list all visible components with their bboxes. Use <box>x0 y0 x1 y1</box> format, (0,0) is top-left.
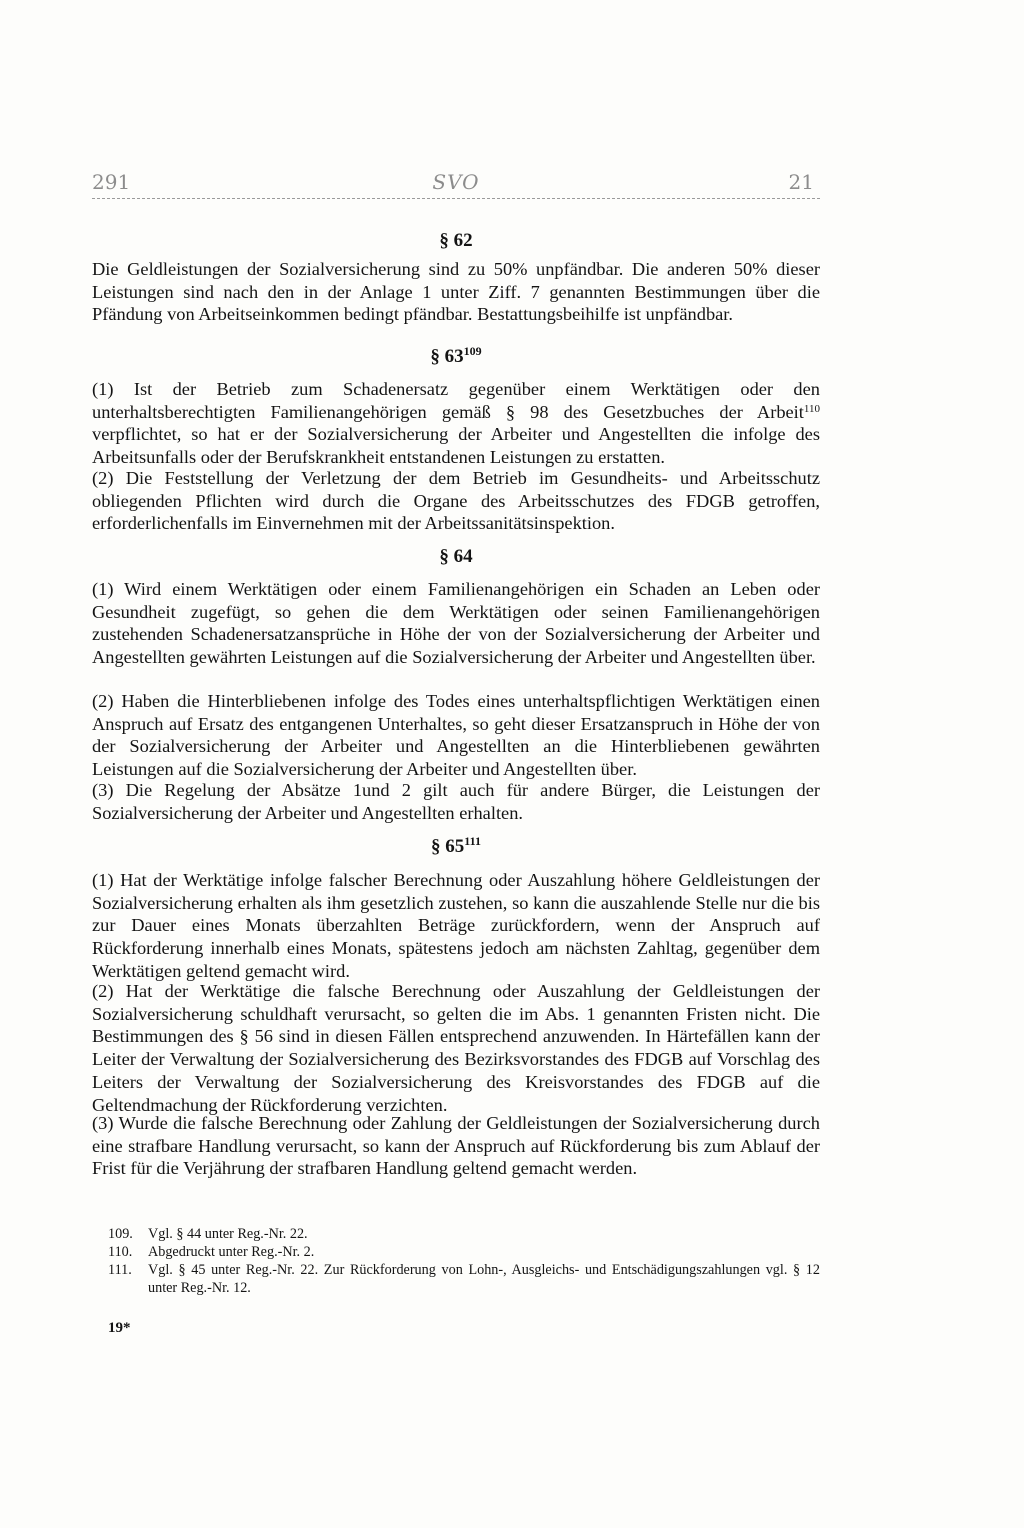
section-heading-63: § $63^{109}$ <box>430 344 482 367</box>
section-64-paragraph-2: (2) Haben die Hinterbliebenen infolge des Todes eines unterhaltspflichtigen Werktätigen einen Anspruch auf Ersatz des entgangenen Unterhaltes, so geht dieser Ersatzanspruch in Höhe der von der Sozialversicherung der Arbeiter und Angestellten an die Hinterbliebenen gewährten Leistungen auf die Sozialversicherung der Arbeiter und Angestellten über. <box>92 691 820 780</box>
footnote-111: 111. Vgl. § 45 unter Reg.-Nr. 22. Zur Rückforderung von Lohn-, Ausgleichs- und Entschädigungszahlungen vgl. § 12 unter Reg.-Nr. 12. <box>108 1262 820 1296</box>
signature-mark: 19* <box>108 1320 131 1336</box>
footnote-ref-109: 109 <box>463 344 482 358</box>
section-62-paragraph-1: Die Geldleistungen der Sozialversicherung sind zu 50% unpfändbar. Die anderen 50% dieser Leistungen sind nach den in der Anlage 1 unter Ziff. 7 genannten Bestimmungen über die Pfändung von Arbeitseinkommen bedingt pfändbar. Bestattungsbeihilfe ist unpfändbar. <box>92 259 820 325</box>
section-65-paragraph-1: (1) Hat der Werktätige infolge falscher Berechnung oder Auszahlung höhere Geldleistungen der Sozialversicherung erhalten als ihm gesetzlich zustehen, so kann die auszahlende Stelle nur die bis zur Dauer eines Monats überzahlten Beträge zurückfordern, wenn der Anspruch auf Rückforderung innerhalb eines Monats, spätestens jedoch am nächsten Zahltag, gegenüber dem Werktätigen geltend gemacht wird. <box>92 870 820 981</box>
section-65-paragraph-3: (3) Wurde die falsche Berechnung oder Zahlung der Geldleistungen der Sozialversicherung durch eine strafbare Handlung verursacht, so kann der Anspruch auf Rückforderung bis zum Ablauf der Frist für die Verjährung der strafbaren Handlung geltend gemacht werden. <box>92 1113 820 1179</box>
section-heading-62: § 62 <box>439 230 473 251</box>
footnote-ref-110: 110 <box>803 402 820 415</box>
footnote-ref-111: 111 <box>464 834 481 848</box>
section-63-paragraph-1: (1) Ist der Betrieb zum Schadenersatz gegenüber einem Werktätigen oder den unterhaltsberechtigten Familienangehörigen gemäß § 98 des Gesetzbuches der Arbeit$^{110}$ verpflichtet, so hat er der Sozialversicherung der Arbeiter und Angestellten die infolge des Arbeitsunfalls oder der Berufskrankheit entstandenen Leistungen zu erstatten. <box>92 379 820 468</box>
footnote-110: 110. Abgedruckt unter Reg.-Nr. 2. <box>108 1244 315 1260</box>
header-title: SVO <box>432 170 480 194</box>
section-64-paragraph-3: (3) Die Regelung der Absätze 1und 2 gilt auch für andere Bürger, die Leistungen der Sozialversicherung der Arbeiter und Angestellten erhalten. <box>92 780 820 823</box>
section-number: 21 <box>788 170 814 194</box>
section-63-paragraph-2: (2) Die Feststellung der Verletzung der dem Betrieb im Gesundheits- und Arbeitsschutz obliegenden Pflichten wird durch die Organe des Arbeitsschutzes des FDGB getroffen, erforderlichenfalls im Einvernehmen mit der Arbeitssanitätsinspektion. <box>92 468 820 534</box>
section-heading-64: § 64 <box>439 546 473 567</box>
footnotes <box>108 1225 820 1297</box>
section-heading-65: § $65^{111}$ <box>431 834 481 857</box>
section-65-paragraph-2: (2) Hat der Werktätige die falsche Berechnung oder Auszahlung der Geldleistungen der Sozialversicherung schuldhaft verursacht, so gelten die im Abs. 1 genannten Fristen nicht. Die Bestimmungen des § 56 sind in diesen Fällen entsprechend anzuwenden. In Härtefällen kann der Leiter der Verwaltung der Sozialversicherung des Bezirksvorstandes des FDGB auf Vorschlag des Leiters der Verwaltung der Sozialversicherung des Kreisvorstandes des FDGB auf die Geltendmachung der Rückforderung verzichten. <box>92 981 820 1115</box>
running-header <box>92 168 820 199</box>
section-64-paragraph-1: (1) Wird einem Werktätigen oder einem Familienangehörigen ein Schaden an Leben oder Gesundheit zugefügt, so gehen die dem Werktätigen oder seinen Familienangehörigen zustehenden Schadenersatzansprüche in Höhe der von der Sozialversicherung der Arbeiter und Angestellten gewährten Leistungen auf die Sozialversicherung der Arbeiter und Angestellten über. <box>92 579 820 668</box>
page-number: 291 <box>92 170 131 194</box>
footnote-109: 109. Vgl. § 44 unter Reg.-Nr. 22. <box>108 1226 308 1242</box>
